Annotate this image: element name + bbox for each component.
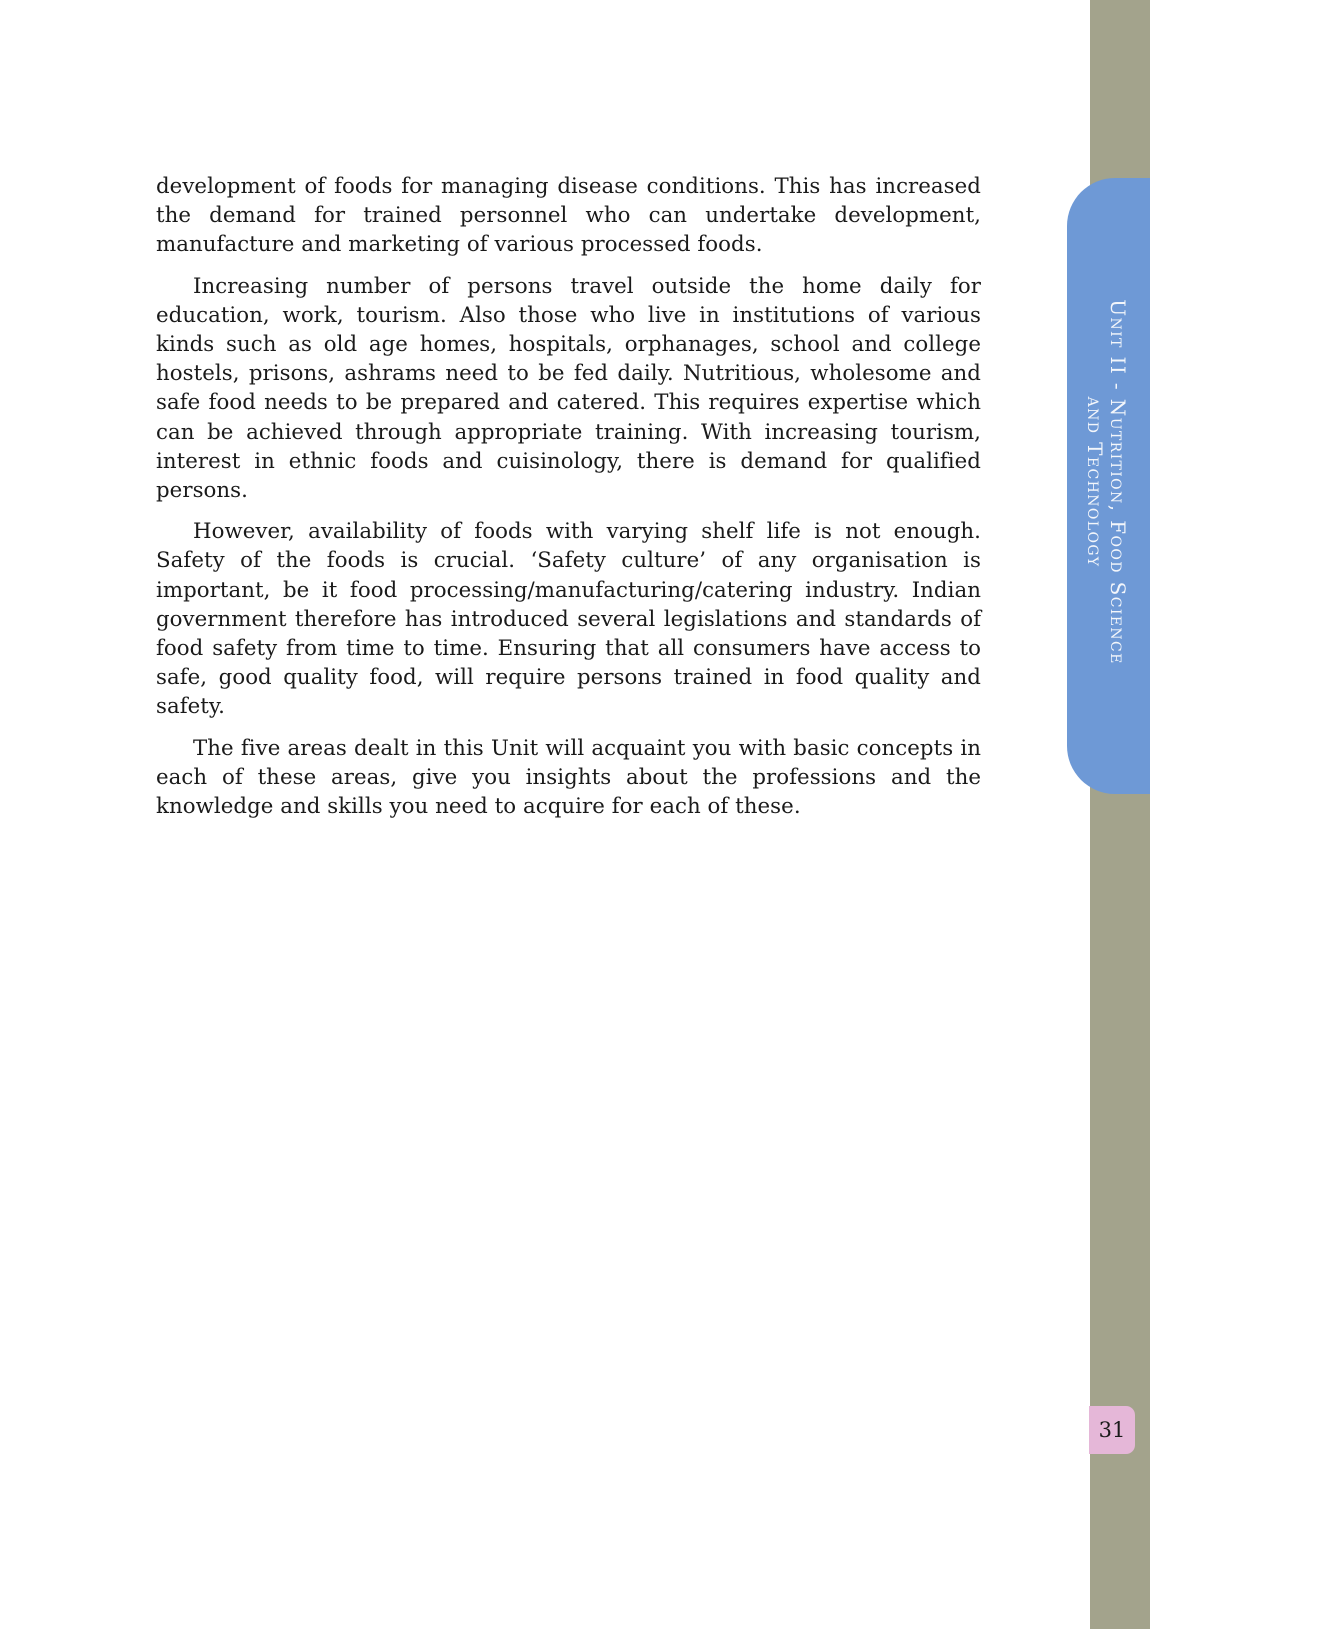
paragraph-1: development of foods for managing disease conditions. This has increased the demand for trained personnel who can undertake development, manufacture and marketing of various processed foods. [156, 174, 981, 258]
paragraph-3: However, availability of foods with varying shelf life is not enough. Safety of the foods is crucial. ‘Safety culture’ of any organisation is important, be it food processing/manufacturing/catering industry. Indian government therefore has introduced several legislations and standards of food safety from time to time. Ensuring that all consumers have access to safe, good quality food, will require persons trained in food quality and safety. [156, 519, 981, 720]
unit-title [1083, 287, 1129, 677]
main-text [156, 172, 981, 833]
page-number: 31 [1089, 1406, 1135, 1454]
unit-title-line-2: and Technology [1083, 396, 1107, 568]
paragraph-2: Increasing number of persons travel outside the home daily for education, work, tourism. Also those who live in institutions of various kinds such as old age homes, hospitals, orphanages, school and college hostels, prisons, ashrams need to be fed daily. Nutritious, wholesome and safe food needs to be prepared and catered. This requires expertise which can be achieved through appropriate training. With increasing tourism, interest in ethnic foods and cuisinology, there is demand for qualified persons. [156, 273, 981, 504]
unit-title-line-1: Unit II - Nutrition, Food Science [1106, 299, 1130, 665]
paragraph-4: The five areas dealt in this Unit will acquaint you with basic concepts in each of these areas, give you insights about the professions and the knowledge and skills you need to acquire for each of these. [156, 735, 981, 820]
